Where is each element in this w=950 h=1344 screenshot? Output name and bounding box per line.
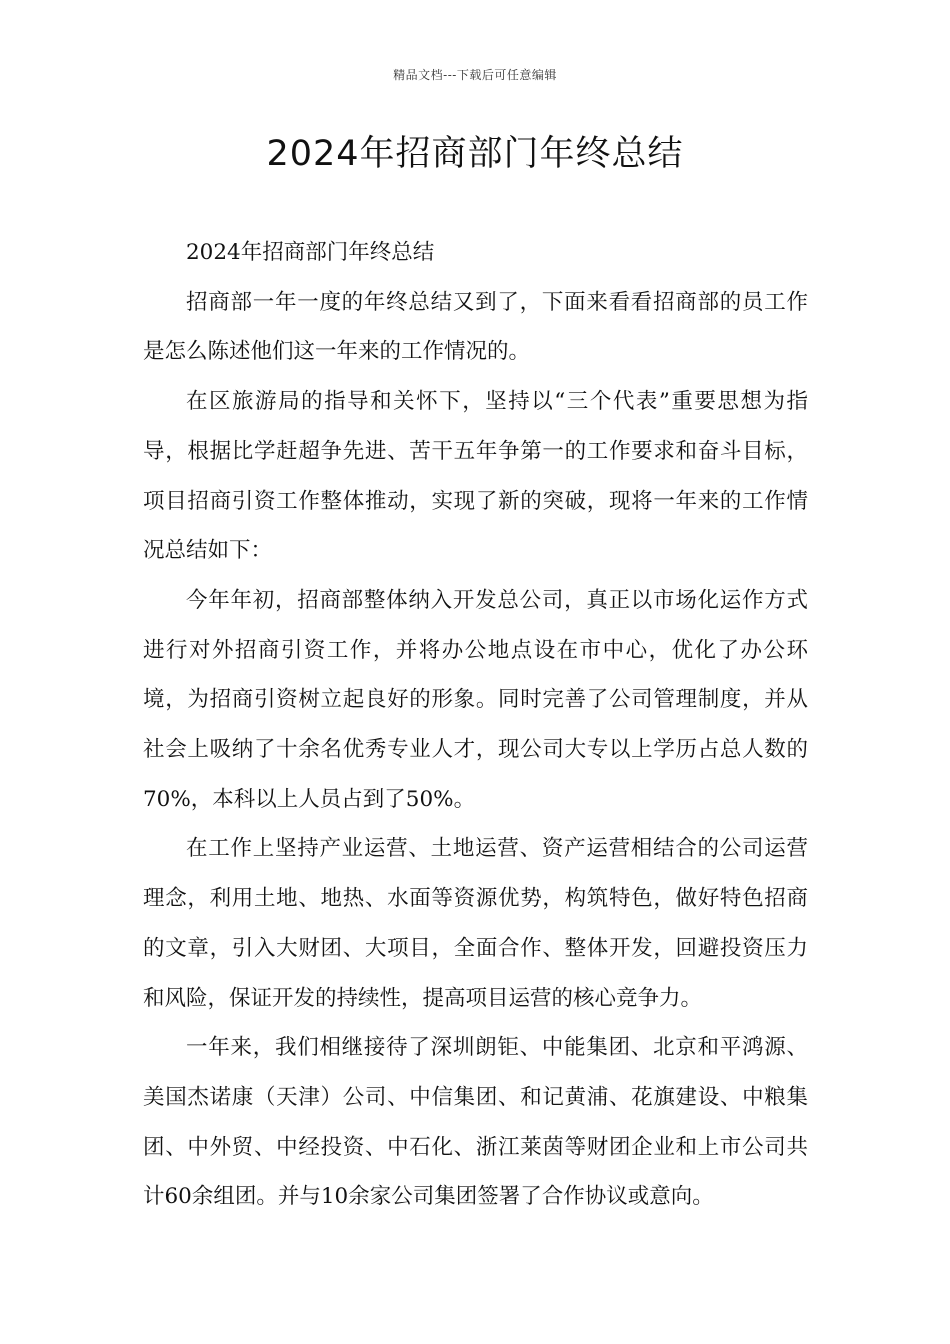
paragraph-reception: 一年来，我们相继接待了深圳朗钜、中能集团、北京和平鸿源、美国杰诺康（天津）公司、中信集团、和记黄浦、花旗建设、中粮集团、中外贸、中经投资、中石化、浙江莱茵等财团企业和上市公司共计60余组团。并与10余家公司集团签署了合作协议或意向。: [143, 1035, 808, 1210]
document-body: [143, 228, 808, 1222]
paragraph-early-year: 今年年初，招商部整体纳入开发总公司，真正以市场化运作方式进行对外招商引资工作，并将办公地点设在市中心，优化了办公环境，为招商引资树立起良好的形象。同时完善了公司管理制度，并从社会上吸纳了十余名优秀专业人才，现公司大专以上学历占总人数的70%，本科以上人员占到了50%。: [143, 587, 808, 812]
document-title: 2024年招商部门年终总结: [266, 134, 684, 174]
page-header: 精品文档---下载后可任意编辑: [393, 68, 557, 82]
paragraph-intro: 招商部一年一度的年终总结又到了，下面来看看招商部的员工作是怎么陈述他们这一年来的工作情况的。: [143, 289, 808, 365]
paragraph-operations: 在工作上坚持产业运营、土地运营、资产运营相结合的公司运营理念，利用土地、地热、水面等资源优势，构筑特色，做好特色招商的文章，引入大财团、大项目，全面合作、整体开发，回避投资压力和风险，保证开发的持续性，提高项目运营的核心竞争力。: [143, 836, 808, 1011]
paragraph-guidance: 在区旅游局的指导和关怀下，坚持以“三个代表”重要思想为指导，根据比学赶超争先进、苦干五年争第一的工作要求和奋斗目标，项目招商引资工作整体推动，实现了新的突破，现将一年来的工作情况总结如下：: [143, 389, 808, 564]
paragraph-subtitle: 2024年招商部门年终总结: [186, 240, 435, 265]
